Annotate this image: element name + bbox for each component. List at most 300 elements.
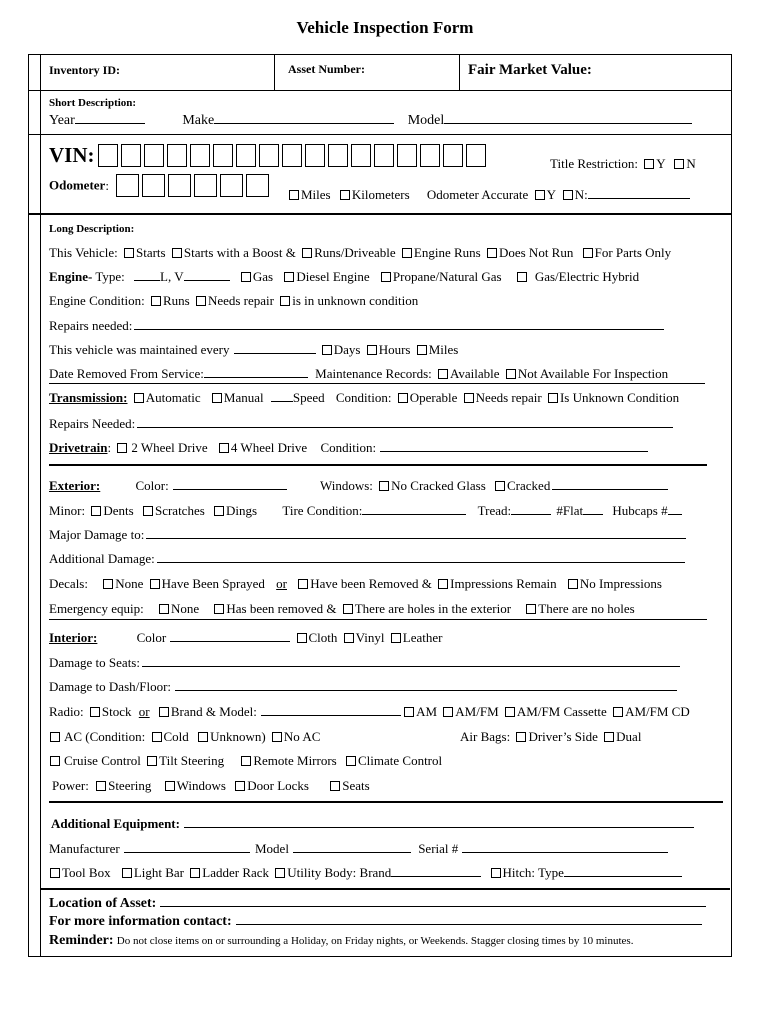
odometer-box[interactable] <box>168 174 191 197</box>
header-divider-2 <box>459 54 460 90</box>
tire-condition-label: Tire Condition: <box>282 503 363 518</box>
light-bar-checkbox[interactable] <box>122 868 132 878</box>
make-label: Make <box>182 113 215 128</box>
engine-type-row <box>49 269 639 285</box>
engine-type-label: Type: <box>95 269 125 284</box>
trans-repairs-label: Repairs Needed: <box>49 416 136 431</box>
emergency-row <box>49 601 635 617</box>
records-not-available-label: Not Available For Inspection <box>517 366 669 381</box>
location-row <box>49 895 706 912</box>
manual-label: Manual <box>223 390 264 405</box>
engine-repairs-label: Repairs needed: <box>49 318 133 333</box>
miles-checkbox[interactable] <box>289 190 299 200</box>
am-fm-cd-label: AM/FM CD <box>625 704 690 719</box>
starts-label: Starts <box>135 245 166 260</box>
odometer-accurate-y-label: Y <box>546 187 556 202</box>
leather-checkbox[interactable] <box>391 633 401 643</box>
four-wd-label: 4 Wheel Drive <box>230 440 308 455</box>
propane-label: Propane/Natural Gas <box>392 269 502 284</box>
serial-label: Serial # <box>418 841 459 856</box>
starts-boost-label: Starts with a Boost & <box>183 245 296 260</box>
odometer-accurate-y-checkbox[interactable] <box>535 190 545 200</box>
interior-color-field[interactable] <box>170 630 290 642</box>
drivetrain-colon: : <box>107 440 112 455</box>
speed-label: Speed <box>292 390 325 405</box>
trans-needs-repair-label: Needs repair <box>475 390 542 405</box>
vin-box[interactable] <box>351 144 371 167</box>
scratches-label: Scratches <box>154 503 205 518</box>
model-field[interactable] <box>444 112 692 124</box>
brand-model-checkbox[interactable] <box>159 707 169 717</box>
vin-box[interactable] <box>374 144 394 167</box>
exterior-label: Exterior: <box>49 478 101 493</box>
this-vehicle-label: This Vehicle: <box>49 245 118 260</box>
contact-row <box>49 913 702 930</box>
no-ac-checkbox[interactable] <box>272 732 282 742</box>
four-wd-checkbox[interactable] <box>219 443 229 453</box>
damage-dash-label: Damage to Dash/Floor: <box>49 679 172 694</box>
leather-label: Leather <box>402 630 443 645</box>
fair-market-value-label: Fair Market Value: <box>468 62 592 78</box>
vin-box[interactable] <box>144 144 164 167</box>
no-impressions-checkbox[interactable] <box>568 579 578 589</box>
date-removed-row <box>49 366 668 382</box>
no-ac-label: No AC <box>283 729 321 744</box>
odometer-accurate-label: Odometer Accurate <box>426 187 529 202</box>
engine-runs-checkbox[interactable] <box>402 248 412 258</box>
form-title: Vehicle Inspection Form <box>296 18 474 37</box>
miles-label: Miles <box>301 187 331 202</box>
tire-condition-field[interactable] <box>362 503 466 515</box>
additional-equipment-row <box>51 816 694 832</box>
maintained-label: This vehicle was maintained every <box>49 342 230 357</box>
engine-unknown-checkbox[interactable] <box>280 296 290 306</box>
power-windows-label: Windows <box>176 778 226 793</box>
maintenance-row <box>49 342 458 358</box>
climate-checkbox[interactable] <box>346 756 356 766</box>
this-vehicle-row <box>49 245 671 261</box>
radio-row <box>49 704 690 720</box>
odometer-box[interactable] <box>246 174 269 197</box>
engine-label: Engine- <box>49 269 93 284</box>
year-field[interactable] <box>75 112 145 124</box>
equip-model-label: Model <box>255 841 289 856</box>
power-windows-checkbox[interactable] <box>165 781 175 791</box>
trans-needs-repair-checkbox[interactable] <box>464 393 474 403</box>
utility-body-field[interactable] <box>391 865 481 877</box>
air-bags-label: Air Bags: <box>460 729 511 744</box>
engine-runs-label: Engine Runs <box>413 245 481 260</box>
two-wd-checkbox[interactable] <box>117 443 127 453</box>
airbags-row <box>460 729 641 745</box>
dents-label: Dents <box>103 503 134 518</box>
decals-none-checkbox[interactable] <box>103 579 113 589</box>
serial-field[interactable] <box>462 841 668 853</box>
short-description-label: Short Description: <box>49 97 137 109</box>
title-restriction-y-label: Y <box>656 156 666 171</box>
hitch-checkbox[interactable] <box>491 868 501 878</box>
additional-equipment-field[interactable] <box>184 816 694 828</box>
odometer-colon: : <box>105 177 109 193</box>
interior-row <box>49 630 442 646</box>
automatic-label: Automatic <box>145 390 201 405</box>
stock-checkbox[interactable] <box>90 707 100 717</box>
power-steering-checkbox[interactable] <box>96 781 106 791</box>
diesel-checkbox[interactable] <box>284 272 294 282</box>
exterior-section-line <box>49 619 707 620</box>
for-parts-label: For Parts Only <box>594 245 672 260</box>
vin-box[interactable] <box>98 144 118 167</box>
records-not-available-checkbox[interactable] <box>506 369 516 379</box>
brand-model-field[interactable] <box>261 704 401 716</box>
equipment-options-row <box>49 865 682 881</box>
asset-number-label: Asset Number: <box>288 62 365 76</box>
ac-row <box>49 729 320 745</box>
impressions-remain-label: Impressions Remain <box>450 576 557 591</box>
am-fm-label: AM/FM <box>455 704 499 719</box>
additional-damage-row <box>49 551 685 567</box>
location-field[interactable] <box>160 895 706 907</box>
dual-label: Dual <box>616 729 642 744</box>
title-restriction-label: Title Restriction: <box>550 156 638 171</box>
ac-label: AC (Condition: <box>64 729 146 744</box>
power-steering-label: Steering <box>108 778 152 793</box>
odometer-accurate-n-label: N: <box>574 187 588 202</box>
cruise-label: Cruise Control <box>64 753 141 768</box>
year-make-model-row <box>49 112 692 129</box>
runs-driveable-label: Runs/Driveable <box>314 245 396 260</box>
power-seats-checkbox[interactable] <box>330 781 340 791</box>
transmission-label: Transmission: <box>49 390 128 405</box>
no-cracked-label: No Cracked Glass <box>391 478 486 493</box>
damage-seats-field[interactable] <box>142 655 680 667</box>
hubcaps-label: Hubcaps # <box>612 503 668 518</box>
has-been-removed-checkbox[interactable] <box>214 604 224 614</box>
hitch-label: Hitch: Type <box>502 865 564 880</box>
no-impressions-label: No Impressions <box>579 576 662 591</box>
windows-label: Windows: <box>320 478 373 493</box>
damage-seats-row <box>49 655 680 671</box>
engine-condition-row <box>49 293 418 309</box>
dents-checkbox[interactable] <box>91 506 101 516</box>
additional-damage-field[interactable] <box>157 551 685 563</box>
minor-label: Minor: <box>49 503 86 518</box>
hitch-field[interactable] <box>564 865 682 877</box>
am-fm-cassette-checkbox[interactable] <box>505 707 515 717</box>
ac-unknown-label: Unknown) <box>210 729 266 744</box>
stock-label: Stock <box>101 704 132 719</box>
vin-box[interactable] <box>443 144 463 167</box>
speed-field[interactable] <box>271 390 293 402</box>
engine-runs-cond-label: Runs <box>162 293 190 308</box>
engine-repairs-row <box>49 318 664 334</box>
equip-model-field[interactable] <box>293 841 411 853</box>
automatic-checkbox[interactable] <box>134 393 144 403</box>
header-divider-1 <box>274 54 275 90</box>
starts-boost-checkbox[interactable] <box>172 248 182 258</box>
vin-box[interactable] <box>282 144 302 167</box>
title-restriction-row <box>550 156 696 172</box>
decals-row <box>49 576 662 592</box>
sprayed-checkbox[interactable] <box>150 579 160 589</box>
has-been-removed-label: Has been removed & <box>226 601 337 616</box>
exterior-color-field[interactable] <box>173 478 287 490</box>
am-fm-cassette-label: AM/FM Cassette <box>516 704 607 719</box>
minor-row <box>49 503 682 519</box>
ac-checkbox[interactable] <box>50 732 60 742</box>
engine-unknown-label: is in unknown condition <box>292 293 419 308</box>
cloth-label: Cloth <box>308 630 338 645</box>
interior-color-label: Color <box>136 630 167 645</box>
utility-body-checkbox[interactable] <box>275 868 285 878</box>
dual-checkbox[interactable] <box>604 732 614 742</box>
flat-field[interactable] <box>583 503 603 515</box>
records-available-label: Available <box>449 366 500 381</box>
contact-label: For more information contact: <box>49 914 232 929</box>
vin-row <box>49 143 489 168</box>
header-bottom-line <box>28 90 731 91</box>
ladder-rack-checkbox[interactable] <box>190 868 200 878</box>
days-label: Days <box>333 342 361 357</box>
engine-condition-label: Engine Condition: <box>49 293 145 308</box>
am-fm-checkbox[interactable] <box>443 707 453 717</box>
for-parts-checkbox[interactable] <box>583 248 593 258</box>
cracked-checkbox[interactable] <box>495 481 505 491</box>
engine-v-field[interactable] <box>184 269 230 281</box>
tilt-label: Tilt Steering <box>159 753 225 768</box>
tool-box-label: Tool Box <box>62 865 111 880</box>
odometer-row <box>49 174 272 197</box>
tool-box-checkbox[interactable] <box>50 868 60 878</box>
cold-label: Cold <box>163 729 189 744</box>
brand-model-label: Brand & Model: <box>170 704 257 719</box>
major-damage-field[interactable] <box>146 527 686 539</box>
equipment-section-line <box>40 888 730 890</box>
light-bar-label: Light Bar <box>133 865 185 880</box>
vin-label: VIN: <box>49 143 95 167</box>
top-border <box>28 54 731 55</box>
impressions-remain-checkbox[interactable] <box>438 579 448 589</box>
engine-runs-cond-checkbox[interactable] <box>151 296 161 306</box>
cloth-checkbox[interactable] <box>297 633 307 643</box>
vin-box[interactable] <box>213 144 233 167</box>
scratches-checkbox[interactable] <box>143 506 153 516</box>
door-locks-label: Door Locks <box>247 778 309 793</box>
gas-checkbox[interactable] <box>241 272 251 282</box>
trans-unknown-checkbox[interactable] <box>548 393 558 403</box>
am-label: AM <box>416 704 438 719</box>
reminder-label: Reminder: <box>49 933 114 948</box>
engine-repairs-field[interactable] <box>134 318 664 330</box>
inventory-id-label: Inventory ID: <box>49 63 120 77</box>
decals-none-label: None <box>115 576 144 591</box>
radio-label: Radio: <box>49 704 84 719</box>
kilometers-checkbox[interactable] <box>340 190 350 200</box>
drivetrain-label: Drivetrain <box>49 440 108 455</box>
vin-box[interactable] <box>420 144 440 167</box>
maint-miles-checkbox[interactable] <box>417 345 427 355</box>
trans-repairs-row <box>49 416 673 432</box>
odometer-accurate-n-field[interactable] <box>588 187 690 199</box>
vin-box[interactable] <box>259 144 279 167</box>
additional-damage-label: Additional Damage: <box>49 551 155 566</box>
trans-repairs-field[interactable] <box>137 416 673 428</box>
vin-box[interactable] <box>190 144 210 167</box>
drivetrain-section-line <box>49 464 707 466</box>
cruise-row <box>49 753 442 769</box>
damage-seats-label: Damage to Seats: <box>49 655 140 670</box>
drivetrain-condition-field[interactable] <box>380 440 648 452</box>
hours-label: Hours <box>378 342 411 357</box>
diesel-label: Diesel Engine <box>296 269 370 284</box>
year-label: Year <box>49 113 75 128</box>
decals-or-label: or <box>276 576 287 591</box>
engine-needs-repair-checkbox[interactable] <box>196 296 206 306</box>
engine-section-line <box>49 383 705 384</box>
vin-box[interactable] <box>236 144 256 167</box>
hubcaps-field[interactable] <box>668 503 682 515</box>
hours-checkbox[interactable] <box>367 345 377 355</box>
odometer-options-row <box>286 187 690 203</box>
removed-checkbox[interactable] <box>298 579 308 589</box>
cruise-checkbox[interactable] <box>50 756 60 766</box>
frame-inner-border <box>40 54 41 956</box>
propane-checkbox[interactable] <box>381 272 391 282</box>
exterior-color-label: Color: <box>135 478 169 493</box>
maint-miles-label: Miles <box>428 342 459 357</box>
odometer-box[interactable] <box>220 174 243 197</box>
dings-checkbox[interactable] <box>214 506 224 516</box>
does-not-run-label: Does Not Run <box>498 245 574 260</box>
records-available-checkbox[interactable] <box>438 369 448 379</box>
manufacturer-row <box>49 841 668 857</box>
reminder-text: Do not close items on or surrounding a Holiday, on Friday nights, or Weekends. Stagger closing times by 10 minutes. <box>116 935 634 947</box>
maintained-interval-field[interactable] <box>234 342 316 354</box>
remote-mirrors-checkbox[interactable] <box>241 756 251 766</box>
date-removed-field[interactable] <box>204 366 308 378</box>
title-restriction-n-label: N <box>686 156 696 171</box>
vin-box[interactable] <box>305 144 325 167</box>
tread-label: Tread: <box>477 503 512 518</box>
holes-label: There are holes in the exterior <box>354 601 512 616</box>
emergency-none-checkbox[interactable] <box>159 604 169 614</box>
emergency-label: Emergency equip: <box>49 601 144 616</box>
transmission-row <box>49 390 679 406</box>
door-locks-checkbox[interactable] <box>235 781 245 791</box>
manufacturer-label: Manufacturer <box>49 841 120 856</box>
dings-label: Dings <box>226 503 258 518</box>
remote-mirrors-label: Remote Mirrors <box>253 753 337 768</box>
exterior-row <box>49 478 668 494</box>
drivers-side-label: Driver’s Side <box>528 729 598 744</box>
two-wd-label: 2 Wheel Drive <box>131 440 208 455</box>
vin-box[interactable] <box>121 144 141 167</box>
ac-unknown-checkbox[interactable] <box>198 732 208 742</box>
no-holes-label: There are no holes <box>538 601 635 616</box>
power-row <box>49 778 370 794</box>
long-description-label: Long Description: <box>49 223 135 235</box>
no-cracked-checkbox[interactable] <box>379 481 389 491</box>
additional-equipment-label: Additional Equipment: <box>51 816 180 831</box>
does-not-run-checkbox[interactable] <box>487 248 497 258</box>
odometer-bottom-line <box>28 213 731 215</box>
trans-unknown-label: Is Unknown Condition <box>559 390 680 405</box>
transmission-condition-label: Condition: <box>335 390 392 405</box>
operable-label: Operable <box>409 390 458 405</box>
flat-label: #Flat <box>556 503 584 518</box>
odometer-box[interactable] <box>116 174 139 197</box>
vin-box[interactable] <box>167 144 187 167</box>
tread-field[interactable] <box>511 503 551 515</box>
am-checkbox[interactable] <box>404 707 414 717</box>
contact-field[interactable] <box>236 913 702 925</box>
short-desc-bottom-line <box>28 134 731 135</box>
maintenance-records-label: Maintenance Records: <box>315 366 432 381</box>
no-holes-checkbox[interactable] <box>526 604 536 614</box>
utility-body-label: Utility Body: Brand <box>287 865 392 880</box>
hybrid-checkbox[interactable] <box>517 272 527 282</box>
operable-checkbox[interactable] <box>398 393 408 403</box>
holes-checkbox[interactable] <box>343 604 353 614</box>
date-removed-label: Date Removed From Service: <box>49 366 204 381</box>
sprayed-label: Have Been Sprayed <box>161 576 265 591</box>
cracked-label: Cracked <box>507 478 551 493</box>
odometer-accurate-n-checkbox[interactable] <box>563 190 573 200</box>
title-restriction-y-checkbox[interactable] <box>644 159 654 169</box>
removed-label: Have been Removed & <box>310 576 432 591</box>
vin-box[interactable] <box>466 144 486 167</box>
title-restriction-n-checkbox[interactable] <box>674 159 684 169</box>
model-label: Model <box>407 113 445 128</box>
hybrid-label: Gas/Electric Hybrid <box>534 269 640 284</box>
drivetrain-row <box>49 440 648 456</box>
days-checkbox[interactable] <box>322 345 332 355</box>
power-seats-label: Seats <box>342 778 370 793</box>
reminder-row <box>49 932 633 949</box>
starts-checkbox[interactable] <box>124 248 134 258</box>
drivers-side-checkbox[interactable] <box>516 732 526 742</box>
odometer-label: Odometer <box>49 177 106 193</box>
runs-driveable-checkbox[interactable] <box>302 248 312 258</box>
tilt-checkbox[interactable] <box>147 756 157 766</box>
manual-checkbox[interactable] <box>212 393 222 403</box>
make-field[interactable] <box>214 112 394 124</box>
major-damage-label: Major Damage to: <box>49 527 145 542</box>
decals-label: Decals: <box>49 576 88 591</box>
engine-needs-repair-label: Needs repair <box>207 293 274 308</box>
interior-section-line <box>49 801 723 803</box>
vin-box[interactable] <box>328 144 348 167</box>
ladder-rack-label: Ladder Rack <box>202 865 270 880</box>
vinyl-checkbox[interactable] <box>344 633 354 643</box>
engine-liters-field[interactable] <box>134 269 160 281</box>
major-damage-row <box>49 527 686 543</box>
manufacturer-field[interactable] <box>124 841 250 853</box>
kilometers-label: Kilometers <box>351 187 410 202</box>
vinyl-label: Vinyl <box>355 630 385 645</box>
radio-or-label: or <box>138 704 150 719</box>
vin-box[interactable] <box>397 144 417 167</box>
climate-label: Climate Control <box>357 753 443 768</box>
am-fm-cd-checkbox[interactable] <box>613 707 623 717</box>
location-label: Location of Asset: <box>49 896 157 911</box>
damage-dash-field[interactable] <box>175 679 677 691</box>
odometer-box[interactable] <box>142 174 165 197</box>
cracked-field[interactable] <box>552 478 668 490</box>
odometer-box[interactable] <box>194 174 217 197</box>
damage-dash-row <box>49 679 677 695</box>
cold-checkbox[interactable] <box>152 732 162 742</box>
